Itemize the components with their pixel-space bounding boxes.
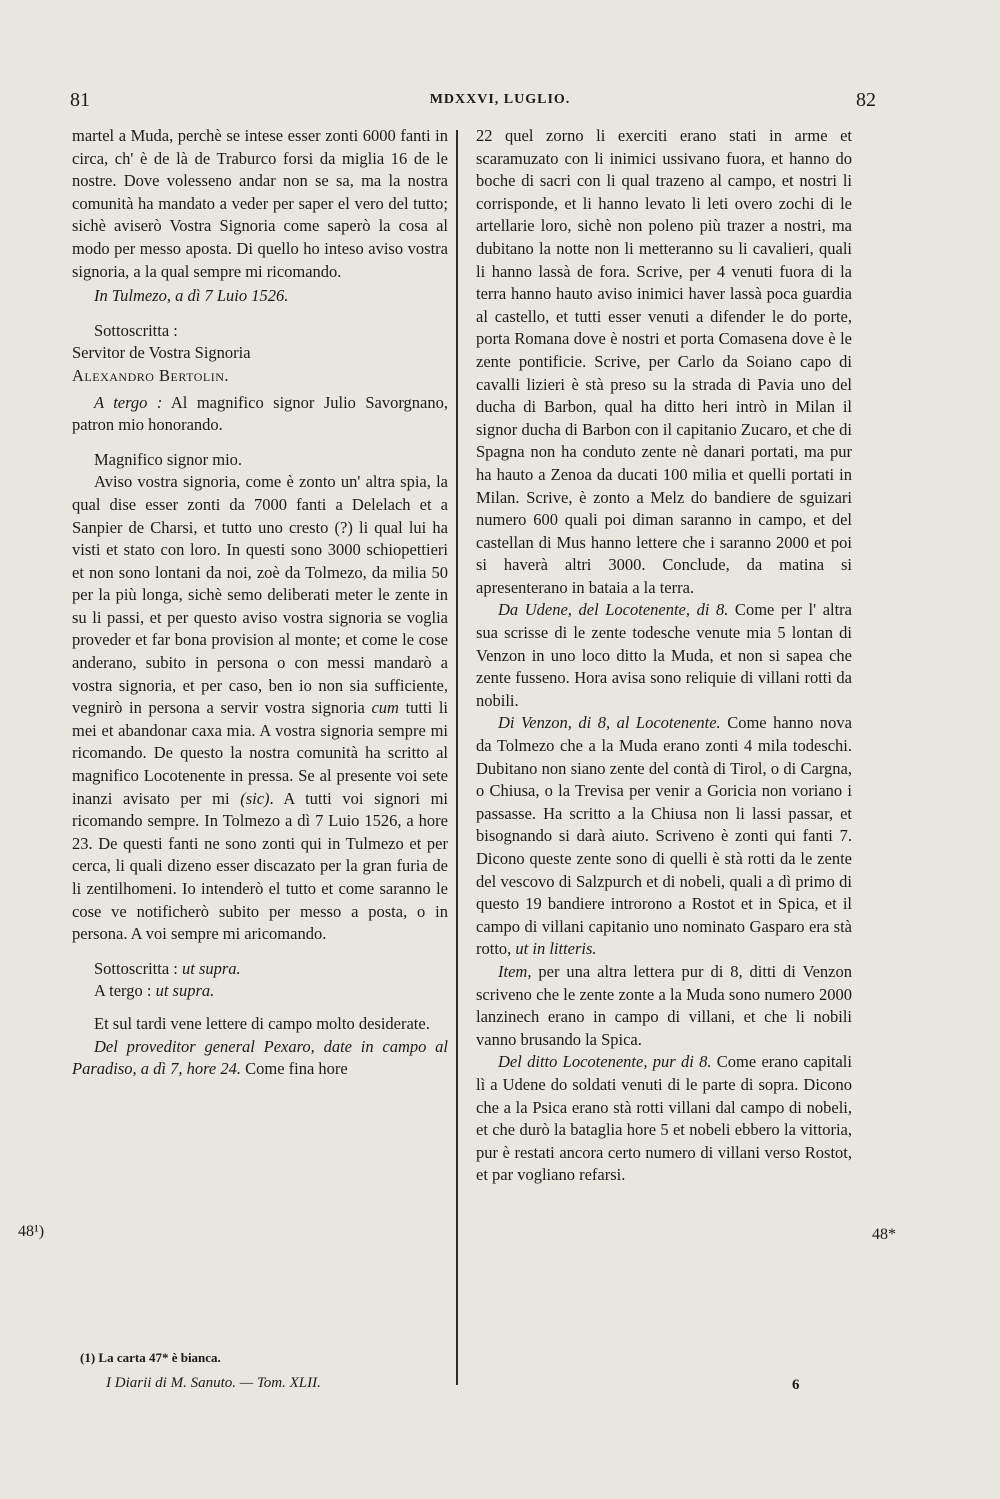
tergo-text: Al magnifico signor Julio Savorgnano, patron mio honorando. <box>72 392 448 435</box>
right-paragraph-2 <box>476 599 852 712</box>
margin-folio-right: 48* <box>872 1226 896 1243</box>
right-paragraph-5 <box>476 1051 852 1187</box>
running-title: MDXXVI, LUGLIO. <box>429 92 571 107</box>
subscribed-2 <box>72 958 448 981</box>
signer-name: Alexandro Bertolin. <box>72 365 230 385</box>
footer-series: I Diarii di M. Sanuto. — Tom. XLII. <box>106 1375 321 1391</box>
rp5-text: Come erano capitali lì a Udene do soldati venuti di le parte di sopra. Dicono che a la Psica erano stà rotti villani dal campo di nobeli, et che durò la bataglia hore 5 et nobeli ebbero la vittoria, pur è restati ancora certo numero di villani verso Rostot, et par vogliano refarsi. <box>476 1052 852 1185</box>
subscribed-label: Sottoscritta : <box>94 320 178 340</box>
p2-sic: (sic) <box>240 788 270 808</box>
dateline: In Tulmezo, a dì 7 Luio 1526. <box>94 286 289 306</box>
p2-part-b: tutti li mei et abandonar caxa mia. A vostra signoria sempre mi ricomando. De questo la nostra comunità ha scritto al magnifico Locotenente in pressa. Se al presente voi sete inanzi avisato per mi <box>72 698 448 808</box>
p4-text: Come fina hore <box>240 1059 348 1079</box>
p2-part-a: Aviso vostra signoria, come è zonto un' altra spia, la qual dise esser zonti da 7000 fanti a Delelach et a Sanpier de Charsi, et tutto uno cresto (?) li qual lui ha visti et stato con loro. In questi sono 3000 schiopettieri et non sono lontani da noi, zoè da Tolmezo, da milia 50 per la più longa, sichè semo deliberati meter le zente in su li passi, et per questo aviso vostra signoria se voglia proveder et far bona provision al monte; et come le cose anderano, subito in persona o con messi mandarò a vostra signoria, et per caso, ben io non sia sufficiente, vegnirò in persona a servir vostra signoria <box>72 472 448 718</box>
right-paragraph-1: 22 quel zorno li exerciti erano stati in arme et scaramuzato con li inimici ussivano fuora, et hanno do boche di sacri con li qual trazeno al campo, et nostri li corrisponde, et li hanno levato li leti overo zochi di le artellarie loro, sichè non poleno più trazer a nostri, ma dubitano la notte non li metteranno su li cavalieri, quali li hanno lassà de fora. Scrive, per 4 venuti fuora di la terra hanno hauto aviso inimici haver lassà poca guardia al castello, et tutti esser venuti a difender le do porte, porta Romana dove è nostri et porta Comasena dove è le zente pontificie. Scrive, per Carlo da Soiano capo di cavalli lizieri è stà preso su la strada di Pavia uno del ducha di Barbon, qual ha ditto heri intrò in Milan il signor ducha di Barbon con il capitanio Zucaro, et che di Spagna non ha conduto zente nè danari portati, ma pur ha hauto a Zenoa da ducati 100 milia et quelli portati in Milan. Scrive, è zonto a Melz do bandiere de sguizari numero 600 quali poi diman saranno in campo, et del castellan di Mus hanno lettere che i saranno 2000 et poi si haverà altri 3000. Conclude, da matina si apresenterano in bataia a la terra. <box>476 126 852 597</box>
p2-cum: cum <box>371 698 399 718</box>
margin-folio-left: 48¹) <box>18 1223 45 1240</box>
right-column <box>476 125 852 1187</box>
left-paragraph-3: Et sul tardi vene lettere di campo molto desiderate. <box>94 1013 430 1033</box>
p4-heading: Del proveditor general Pexaro, date in campo al Paradiso, a dì 7, hore 24. <box>72 1036 448 1079</box>
rp2-text: Come per l' altra sua scrisse di le zente todesche venute mia 5 lontan di Venzon in uno loco ditto la Muda, et non si sapea che zente fusseno. Hora avisa sono reliquie di villani rotti da nobili. <box>476 600 852 710</box>
left-column <box>72 125 448 1081</box>
tergo-label: A tergo : <box>94 392 163 412</box>
subscribed-2-label: Sottoscritta : <box>94 958 182 978</box>
footer-signature: 6 <box>792 1377 800 1393</box>
rp4-text: per una altra lettera pur di 8, ditti di Venzon scriveno che le zente zonte a la Muda sono numero 2000 lanzinech erano in campo di villani, et che li nobili vanno brusando la Spica. <box>476 961 852 1049</box>
p2-part-c: . A tutti voi signori mi ricomando sempre. In Tolmezo a dì 7 Luio 1526, a hore 23. De questi fanti ne sono zonti qui in Tulmezo et per cerca, li quali dizeno esser discazato per la gran furia de li zentilhomeni. Io intenderò el tutto et come saranno le cose ve notificherò subito per messo a posta, o in persona. A voi sempre mi aricomando. <box>72 788 448 944</box>
right-paragraph-4 <box>476 961 852 1051</box>
tergo-2 <box>72 980 448 1003</box>
subscribed-2-value: ut supra. <box>182 958 241 978</box>
rp3-heading: Di Venzon, di 8, al Locotenente. <box>498 713 721 733</box>
footnote: (1) La carta 47* è bianca. <box>80 1350 221 1365</box>
left-paragraph-1: martel a Muda, perchè se intese esser zonti 6000 fanti in circa, ch' è de là de Traburco forsi da miglia 16 de le nostre. Dove volesseno andar non se sa, ma la nostra comunità ha mandato a veder per saper el vero del tutto; sichè aviserò Vostra Signoria come saperò la cosa al modo per messo aposta. Di quello ho inteso aviso vostra signoria, a la qual sempre mi ricomando. <box>72 126 448 281</box>
rp4-heading: Item, <box>498 961 532 981</box>
rp3-text: Come hanno nova da Tolmezo che a la Muda erano zonti 4 mila todeschi. Dubitano non siano zente del contà di Tirol, o di Cargna, o Chiusa, o la Trevisa per venir a Goricia non voriano i passasse. Ha scritto a la Chiusa non li lassi passar, et bisognando si darà aiuto. Scriveno è zonti qui fanti 7. Dicono queste zente sono di quelli è stà rotti da le zente del vescovo di Salzpurch et di nobeli, quali a dì primo di questo 19 bandiere introrono a Rostot et in Spica, et il campo di villani capitanio uno nominato Gasparo era stà rotto, <box>476 713 852 959</box>
salutation: Magnifico signor mio. <box>94 449 243 469</box>
page-number-left: 81 <box>70 89 90 111</box>
right-paragraph-3 <box>476 712 852 961</box>
rp5-heading: Del ditto Locotenente, pur di 8. <box>498 1052 712 1072</box>
rp2-heading: Da Udene, del Locotenente, di 8. <box>498 600 729 620</box>
tergo-2-label: A tergo : <box>94 981 156 1001</box>
column-divider <box>456 130 458 1385</box>
servant-line: Servitor de Vostra Signoria <box>72 343 251 363</box>
tergo-address <box>72 392 448 437</box>
rp3-ital: ut in litteris. <box>515 939 597 959</box>
tergo-2-value: ut supra. <box>155 981 215 1001</box>
page-number-right: 82 <box>856 89 876 111</box>
left-paragraph-2 <box>72 471 448 945</box>
left-paragraph-4 <box>72 1036 448 1081</box>
